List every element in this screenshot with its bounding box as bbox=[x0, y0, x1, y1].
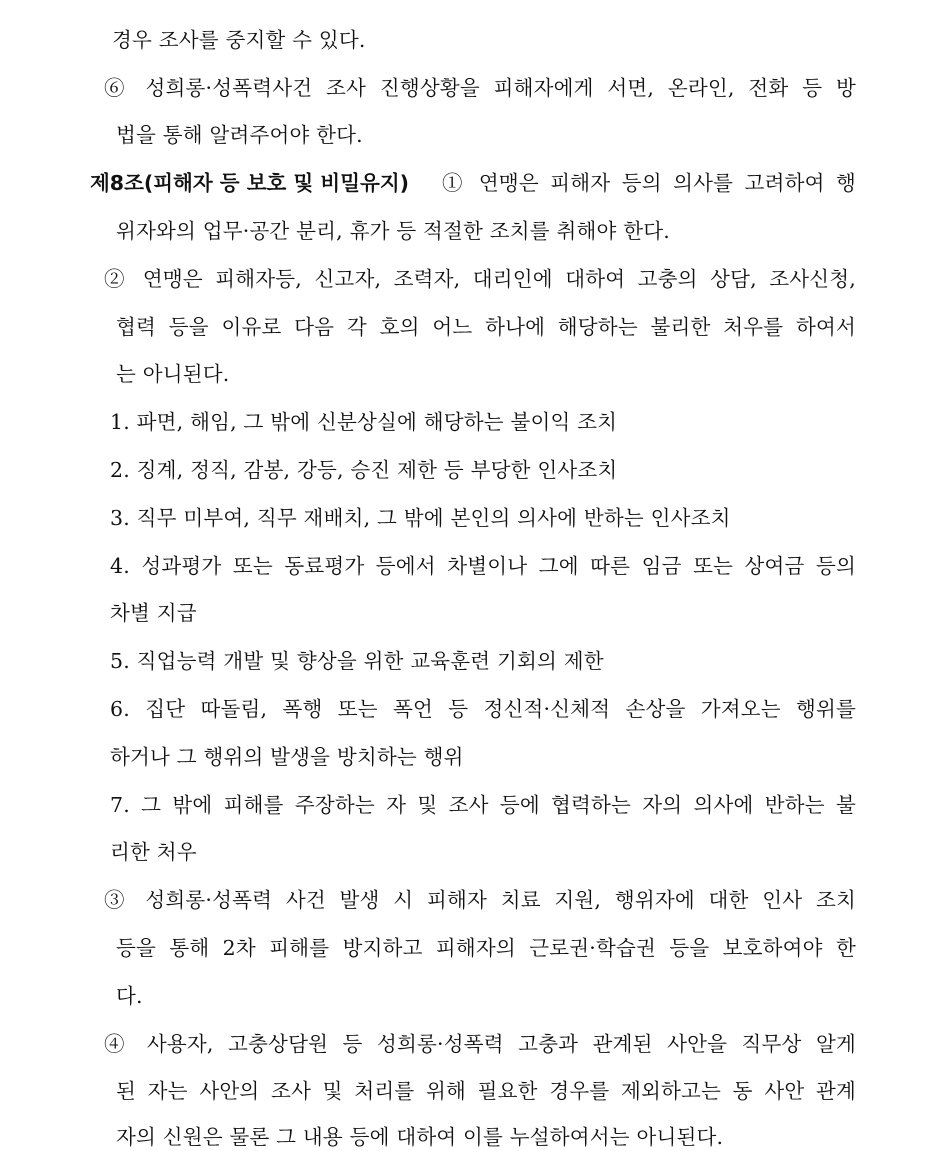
list-item-4-line-1: 4. 성과평가 또는 동료평가 등에서 차별이나 그에 따른 임금 또는 상여금 등의 bbox=[110, 554, 856, 578]
list-item-4-line-2: 차별 지급 bbox=[110, 601, 197, 625]
list-item-2: 2. 징계, 정직, 감봉, 강등, 승진 제한 등 부당한 인사조치 bbox=[110, 458, 618, 482]
text-line-1: 경우 조사를 중지할 수 있다. bbox=[112, 28, 366, 52]
list-item-6-line-1: 6. 집단 따돌림, 폭행 또는 폭언 등 정신적·신체적 손상을 가져오는 행위를 bbox=[110, 697, 856, 721]
paragraph-2-line-2: 협력 등을 이유로 다음 각 호의 어느 하나에 해당하는 불리한 처우를 하여서 bbox=[116, 315, 856, 339]
paragraph-3-line-1: ③ 성희롱·성폭력 사건 발생 시 피해자 치료 지원, 행위자에 대한 인사 조치 bbox=[104, 888, 856, 912]
paragraph-3-line-2: 등을 통해 2차 피해를 방지하고 피해자의 근로권·학습권 등을 보호하여야 한 bbox=[116, 936, 856, 960]
paragraph-4-line-1: ④ 사용자, 고충상담원 등 성희롱·성폭력 고충과 관계된 사안을 직무상 알게 bbox=[104, 1032, 856, 1056]
paragraph-2-line-1: ② 연맹은 피해자등, 신고자, 조력자, 대리인에 대하여 고충의 상담, 조사신청, bbox=[104, 267, 856, 291]
list-item-5: 5. 직업능력 개발 및 향상을 위한 교육훈련 기회의 제한 bbox=[110, 649, 604, 673]
paragraph-4-line-3: 자의 신원은 물론 그 내용 등에 대하여 이를 누설하여서는 아니된다. bbox=[116, 1125, 724, 1149]
list-item-3: 3. 직무 미부여, 직무 재배치, 그 밖에 본인의 의사에 반하는 인사조치 bbox=[110, 506, 731, 530]
article-8-line-1: ① 연맹은 피해자 등의 의사를 고려하여 행 bbox=[442, 171, 856, 195]
paragraph-6-line-1: ⑥ 성희롱·성폭력사건 조사 진행상황을 피해자에게 서면, 온라인, 전화 등 방 bbox=[104, 76, 856, 100]
article-8-line-2: 위자와의 업무·공간 분리, 휴가 등 적절한 조치를 취해야 한다. bbox=[116, 219, 670, 243]
list-item-6-line-2: 하거나 그 행위의 발생을 방치하는 행위 bbox=[110, 745, 464, 769]
paragraph-3-line-3: 다. bbox=[116, 984, 143, 1008]
paragraph-6-line-2: 법을 통해 알려주어야 한다. bbox=[116, 123, 363, 147]
list-item-7-line-1: 7. 그 밖에 피해를 주장하는 자 및 조사 등에 협력하는 자의 의사에 반하는 불 bbox=[110, 793, 856, 817]
list-item-1: 1. 파면, 해임, 그 밖에 신분상실에 해당하는 불이익 조치 bbox=[110, 410, 618, 434]
paragraph-4-line-2: 된 자는 사안의 조사 및 처리를 위해 필요한 경우를 제외하고는 동 사안 관계 bbox=[116, 1079, 856, 1103]
list-item-7-line-2: 리한 처우 bbox=[110, 840, 197, 864]
article-8-heading: 제8조(피해자 등 보호 및 비밀유지) bbox=[90, 171, 409, 195]
paragraph-2-line-3: 는 아니된다. bbox=[116, 362, 230, 386]
